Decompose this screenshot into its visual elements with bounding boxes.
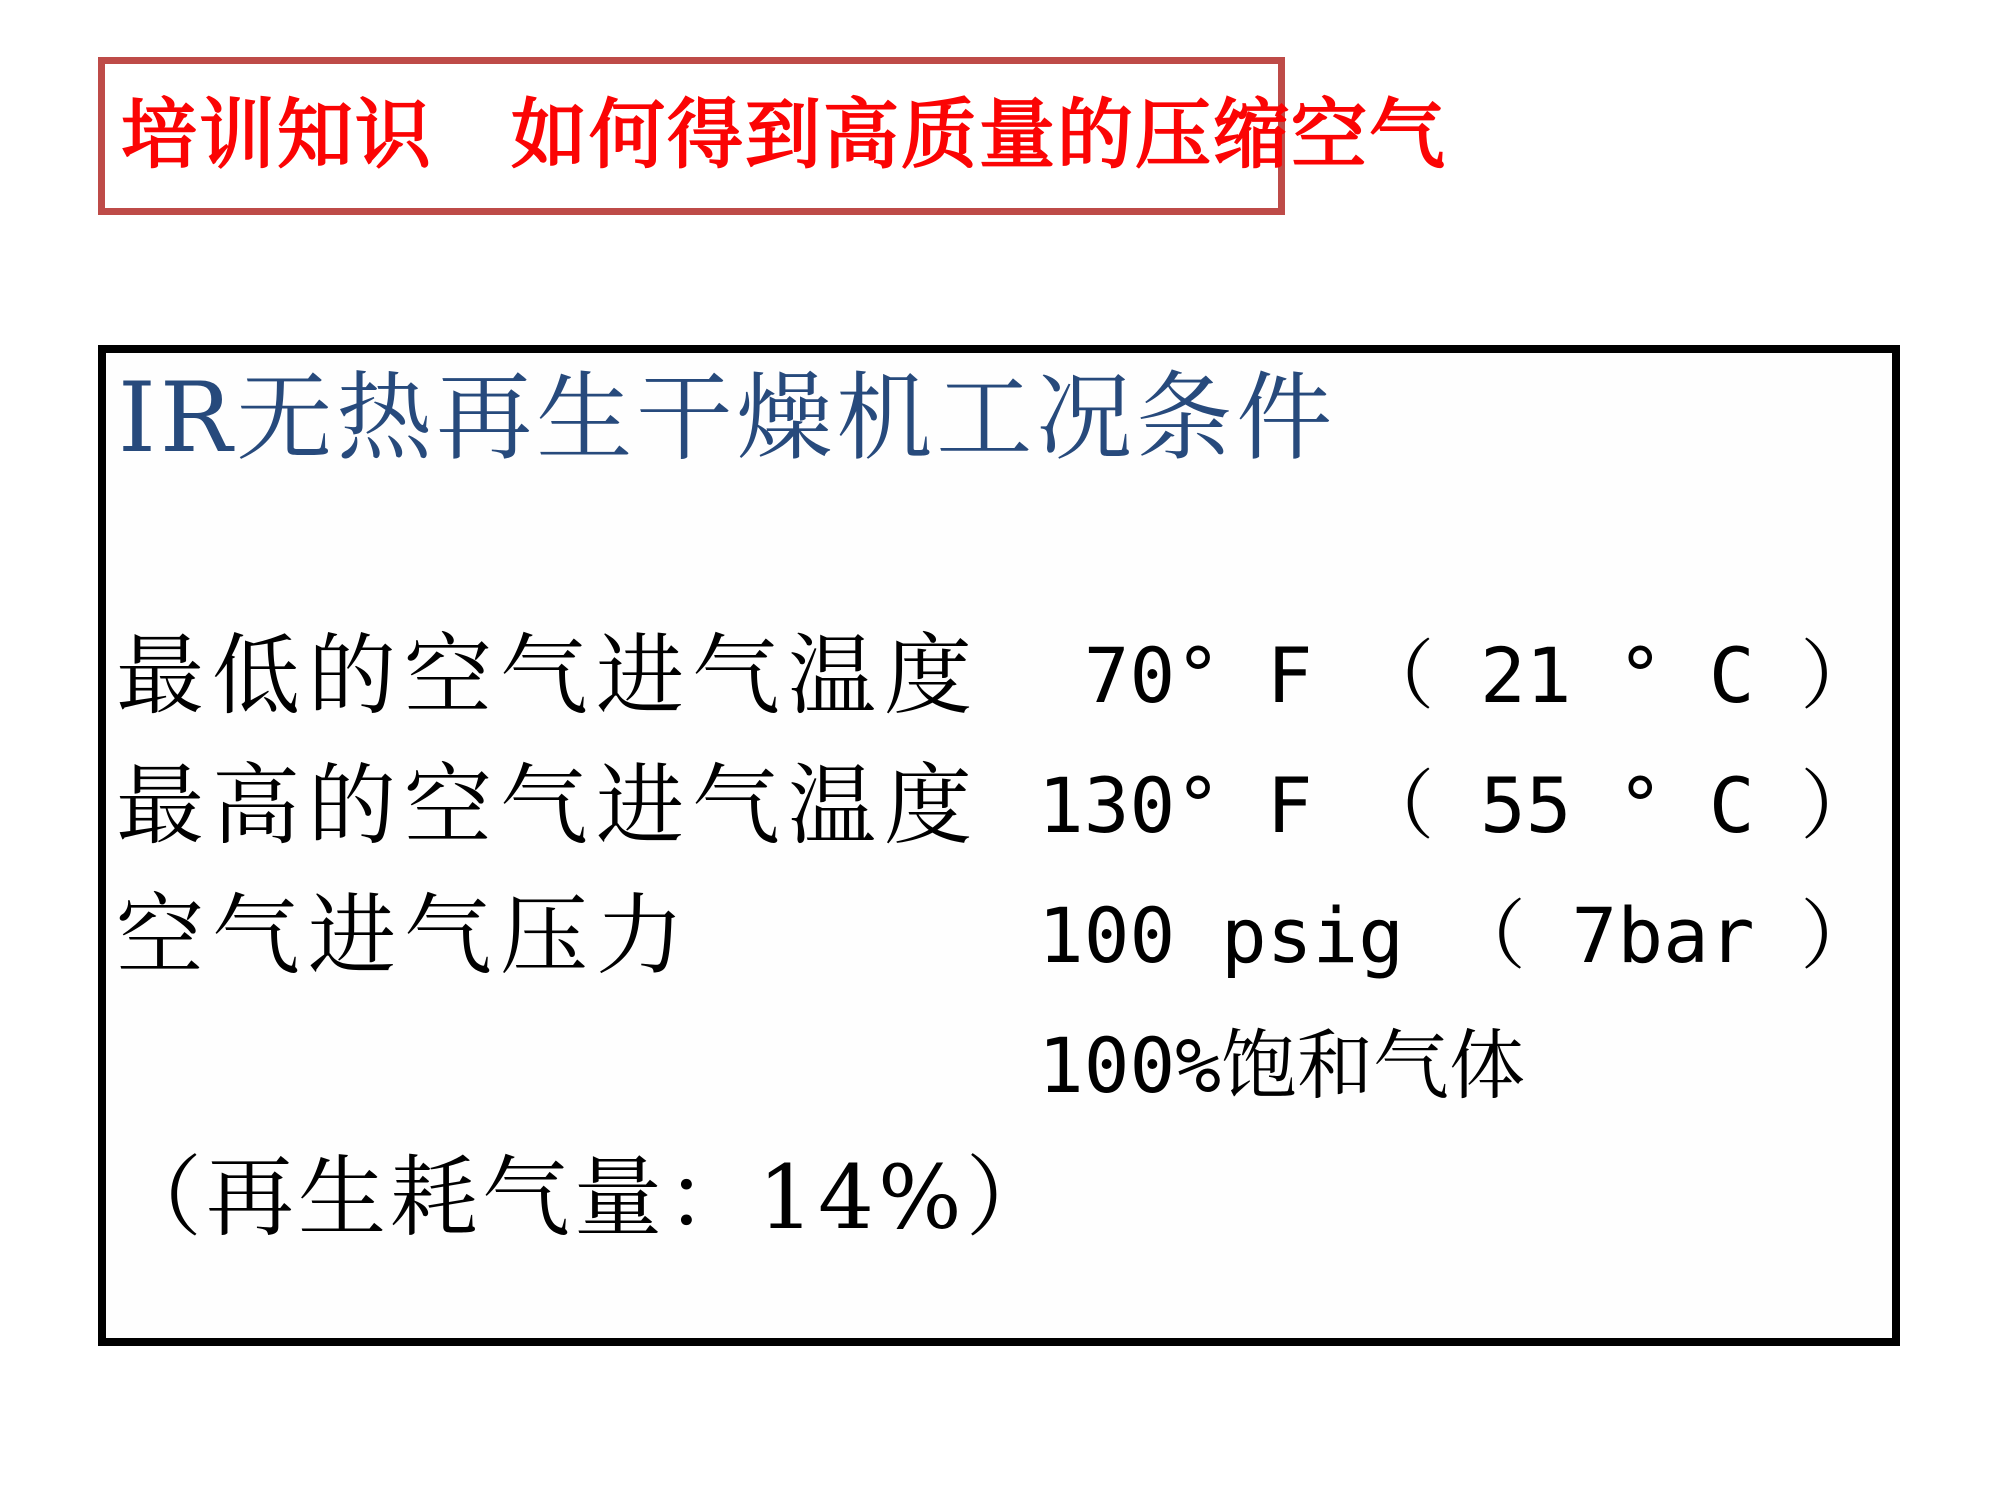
dryer-conditions-panel [98, 345, 1900, 1346]
training-title-text: 培训知识 如何得到高质量的压缩空气 [121, 93, 1447, 178]
regeneration-consumption-note: （再生耗气量：14%） [114, 1146, 1058, 1249]
row-saturation [106, 1001, 1892, 1131]
row-inlet-pressure-label: 空气进气压力 [116, 884, 693, 987]
training-title-banner [98, 57, 1447, 215]
panel-title: IR无热再生干燥机工况条件 [118, 362, 1337, 474]
row-min-inlet-temp [106, 611, 1892, 741]
row-max-inlet-temp [106, 741, 1892, 871]
row-min-inlet-temp-value: 70° F （ 21 ° C ） [1038, 631, 1877, 720]
row-inlet-pressure-value: 100 psig （ 7bar ） [1038, 891, 1877, 980]
conditions-rows [106, 611, 1892, 1131]
row-inlet-pressure [106, 871, 1892, 1001]
row-saturation-value: 100%饱和气体 [1038, 1021, 1526, 1110]
row-max-inlet-temp-label: 最高的空气进气温度 [116, 754, 981, 857]
row-min-inlet-temp-label: 最低的空气进气温度 [116, 624, 981, 727]
row-max-inlet-temp-value: 130° F （ 55 ° C ） [1038, 761, 1877, 850]
